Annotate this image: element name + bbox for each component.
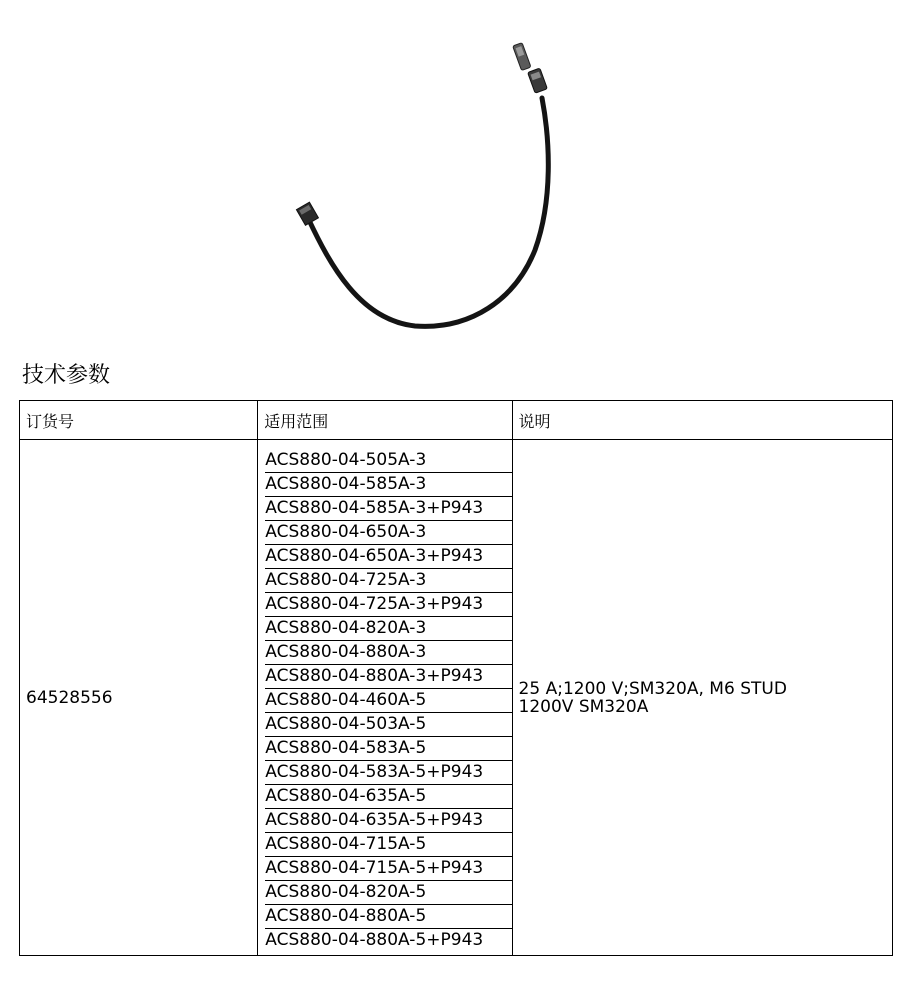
left-connector: [296, 202, 318, 225]
description-cell: [512, 440, 892, 956]
order-number-cell: 64528556: [20, 440, 258, 956]
section-title: 技术参数: [22, 363, 111, 388]
model-item: ACS880-04-880A-3: [265, 641, 511, 665]
description-line: 25 A;1200 V;SM320A, M6 STUD: [518, 678, 787, 699]
header-order-number: 订货号: [20, 401, 258, 440]
model-item: ACS880-04-880A-5+P943: [265, 930, 484, 950]
model-item: ACS880-04-635A-5+P943: [265, 809, 511, 833]
model-item: ACS880-04-503A-5: [265, 713, 511, 737]
model-item: ACS880-04-505A-3: [265, 449, 511, 473]
spec-table: [19, 400, 893, 956]
model-item: ACS880-04-635A-5: [265, 785, 511, 809]
model-item: ACS880-04-820A-5: [265, 881, 511, 905]
model-item: ACS880-04-460A-5: [265, 689, 511, 713]
table-row: [20, 440, 893, 956]
header-applicable-range: 适用范围: [258, 401, 512, 440]
model-item: ACS880-04-650A-3: [265, 521, 511, 545]
model-item: ACS880-04-585A-3+P943: [265, 497, 511, 521]
model-item: ACS880-04-880A-3+P943: [265, 665, 511, 689]
product-photo: [0, 0, 900, 350]
model-item: ACS880-04-725A-3+P943: [265, 593, 511, 617]
model-list: [258, 449, 511, 952]
model-item: ACS880-04-725A-3: [265, 569, 511, 593]
description-line: 1200V SM320A: [518, 696, 649, 717]
model-item: ACS880-04-585A-3: [265, 473, 511, 497]
right-terminal: [513, 40, 548, 95]
model-item: ACS880-04-715A-5+P943: [265, 857, 511, 881]
model-item: ACS880-04-650A-3+P943: [265, 545, 511, 569]
table-header-row: [20, 401, 893, 440]
cable: [308, 98, 548, 326]
model-item: ACS880-04-583A-5: [265, 737, 511, 761]
header-description: 说明: [512, 401, 892, 440]
model-item: ACS880-04-583A-5+P943: [265, 761, 511, 785]
model-item: ACS880-04-880A-5: [265, 905, 511, 929]
model-item: ACS880-04-820A-3: [265, 617, 511, 641]
model-item: ACS880-04-715A-5: [265, 833, 511, 857]
models-cell: [258, 440, 512, 956]
